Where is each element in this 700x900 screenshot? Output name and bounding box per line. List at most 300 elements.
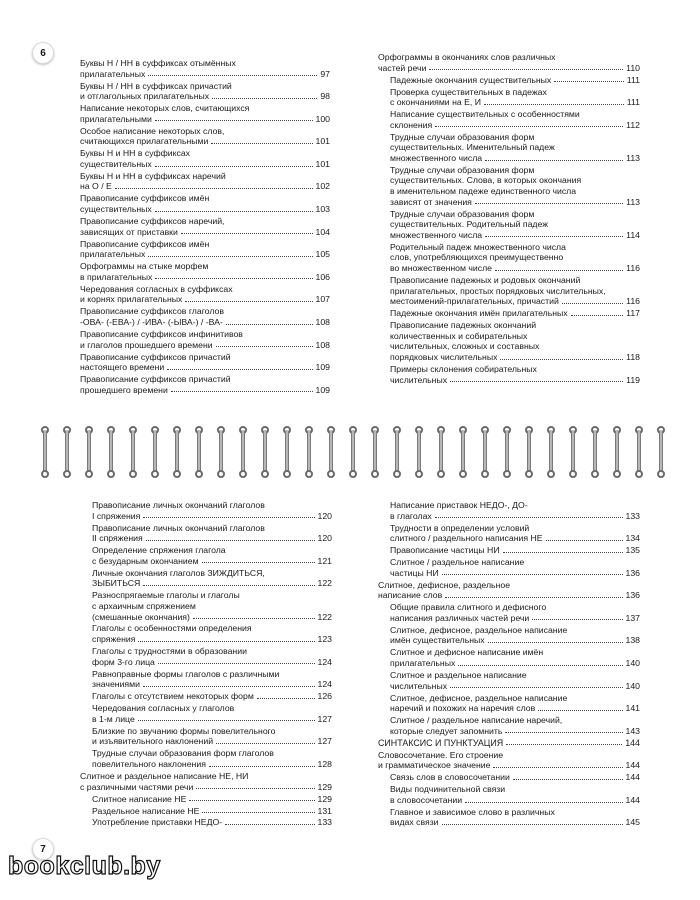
toc-entry (80, 239, 330, 260)
toc-entry (80, 126, 330, 147)
toc-entry (80, 261, 330, 282)
toc-entry-title: -ОВА- (-ЕВА-) / -ИВА- (-ЫВА-) / -ВА- (80, 316, 223, 327)
toc-entry (80, 103, 330, 124)
toc-entry (80, 806, 332, 817)
toc-entry-title: Глаголы с особенностями определения (92, 623, 252, 634)
toc-entry-title: Чередования согласных у глаголов (92, 703, 235, 714)
toc-entry-line (390, 817, 640, 828)
toc-entry-line (390, 352, 640, 363)
toc-entry (80, 523, 332, 544)
toc-entry-line (92, 578, 332, 589)
toc-entry-title: Правописание частицы НИ (390, 545, 500, 556)
toc-entry (80, 771, 332, 792)
toc-entry-title: считающихся прилагательными (80, 136, 209, 147)
toc-entry (378, 523, 640, 544)
toc-entry-title: прошедшего времени (80, 384, 168, 395)
toc-entry-title: количественных и собирательных (390, 330, 528, 341)
ring-wire (87, 430, 91, 474)
toc-entry (378, 807, 640, 828)
toc-entry-line (92, 511, 332, 522)
toc-entry (378, 52, 640, 73)
dot-leader (538, 710, 622, 711)
toc-entry (378, 715, 640, 736)
toc-page-number: 136 (625, 567, 640, 578)
toc-entry-title: Буквы Н и НН в суффиксах наречий (80, 170, 226, 181)
toc-entry-title: Буквы Н / НН в суффиксах причастий (80, 80, 232, 91)
toc-entry-title: Раздельное написание НЕ (92, 805, 200, 816)
toc-page-number: 145 (625, 817, 640, 828)
toc-page-number: 127 (317, 713, 332, 724)
toc-entry-line (92, 817, 332, 828)
toc-entry-line (80, 362, 330, 373)
dot-leader (513, 779, 623, 780)
toc-entry-title: Написание приставок НЕДО-, ДО- (390, 500, 528, 510)
toc-entry-line (390, 97, 640, 108)
toc-entry-line (378, 590, 640, 601)
toc-column-top-left (80, 58, 330, 397)
toc-entry (80, 58, 330, 79)
toc-entry (80, 703, 332, 724)
toc-entry-title: и глаголов прошедшего времени (80, 339, 213, 350)
binding-hole (305, 470, 313, 478)
dot-leader (155, 166, 313, 167)
spiral-ring (40, 426, 50, 478)
dot-leader (226, 324, 313, 325)
dot-leader (500, 359, 623, 360)
toc-column-top-right (378, 52, 640, 387)
toc-entry-line (80, 181, 330, 192)
toc-entry-line (92, 714, 332, 725)
spiral-ring (216, 426, 226, 478)
toc-entry (80, 216, 330, 237)
toc-page-number: 118 (626, 351, 640, 362)
toc-page-number: 119 (626, 374, 640, 385)
toc-entry-line (390, 703, 640, 714)
spiral-ring (326, 426, 336, 478)
toc-entry-line (92, 691, 332, 702)
toc-page-number: 112 (626, 119, 640, 130)
toc-entry-line (390, 613, 640, 624)
toc-entry-line (92, 634, 332, 645)
toc-entry-line (80, 385, 330, 396)
toc-page-number: 144 (625, 737, 640, 748)
dot-leader (185, 301, 312, 302)
toc-entry-title: Разноспрягаемые глаголы и глаголы (92, 590, 240, 601)
page-number-bottom: 7 (32, 838, 54, 860)
binding-hole (239, 470, 247, 478)
toc-entry (378, 545, 640, 556)
toc-entry-title: числительных (390, 680, 448, 691)
toc-page-number: 113 (626, 196, 640, 207)
toc-page-number: 126 (317, 691, 332, 702)
dot-leader (532, 619, 622, 620)
toc-entry-line (390, 726, 640, 737)
toc-entry-title: существительных. Именительный падеж (390, 142, 555, 153)
ring-wire (351, 430, 355, 474)
dot-leader (435, 517, 623, 518)
toc-page-number: 138 (625, 635, 640, 646)
toc-entry-title: Трудные случаи образования форм глаголов (92, 748, 274, 759)
toc-entry-title: Определение спряжения глагола (92, 545, 226, 556)
toc-entry-title: на О / Е (80, 181, 112, 192)
dot-leader (143, 686, 315, 687)
toc-entry-title: Правописание личных окончаний глаголов (92, 522, 265, 533)
toc-entry-line (92, 794, 332, 805)
ring-wire (483, 430, 487, 474)
dot-leader (155, 120, 313, 121)
toc-page-number: 144 (625, 772, 640, 783)
spiral-ring (568, 426, 578, 478)
dot-leader (171, 391, 313, 392)
toc-entry-line (80, 782, 332, 793)
toc-entry-title: ЗЫБИТЬСЯ (92, 578, 141, 589)
toc-entry-title: прилагательными (80, 113, 152, 124)
dot-leader (506, 744, 622, 745)
toc-page-number: 111 (626, 74, 640, 85)
toc-entry-title: местоимений-прилагательных, причастий (390, 296, 559, 307)
toc-entry-title: Трудные случаи образования форм (390, 131, 535, 142)
toc-entry-line (80, 249, 330, 260)
toc-entry-title: Правописание суффиксов причастий (80, 374, 231, 385)
dot-leader (202, 562, 315, 563)
dot-leader (503, 552, 623, 553)
ring-wire (329, 430, 333, 474)
toc-page-number: 120 (317, 510, 332, 521)
dot-leader (155, 211, 313, 212)
binding-hole (415, 470, 423, 478)
toc-entry-title: Правописание суффиксов глаголов (80, 306, 224, 317)
ring-wire (659, 430, 663, 474)
toc-entry-line (390, 681, 640, 692)
toc-entry-line (378, 63, 640, 74)
toc-entry-title: порядковых числительных (390, 351, 498, 362)
toc-page-number: 144 (625, 760, 640, 771)
toc-entry (378, 242, 640, 274)
toc-page-number: 137 (625, 612, 640, 623)
toc-entry-title: Глаголы с трудностями в образовании (92, 646, 247, 657)
toc-entry (80, 590, 332, 622)
toc-entry-line (80, 69, 330, 80)
toc-entry-title: Слитное и раздельное написание НЕ, НИ (80, 770, 249, 781)
toc-entry-title: Написание существительных с особенностями (390, 109, 580, 120)
spiral-ring (348, 426, 358, 478)
toc-entry-title: спряжения (92, 634, 136, 645)
binding-hole (371, 470, 379, 478)
toc-page-number: 128 (317, 758, 332, 769)
dot-leader (442, 574, 623, 575)
toc-entry-line (92, 806, 332, 817)
toc-entry-title: Чередования согласных в суффиксах (80, 283, 233, 294)
toc-page-number: 124 (317, 656, 332, 667)
dot-leader (216, 743, 314, 744)
toc-entry (378, 693, 640, 714)
toc-entry-line (390, 533, 640, 544)
toc-page-number: 120 (317, 533, 332, 544)
toc-page-number: 114 (626, 229, 640, 240)
toc-entry-line (390, 635, 640, 646)
toc-page-number: 135 (625, 545, 640, 556)
binding-hole (547, 470, 555, 478)
toc-entry-title: Слитное, дефисное, раздельное написание (390, 624, 568, 635)
toc-entry-title: Трудные случаи образования форм (390, 208, 535, 219)
toc-entry-line (390, 120, 640, 131)
toc-entry (80, 545, 332, 566)
toc-entry (378, 132, 640, 164)
toc-entry-title: Употребление приставки НЕДО- (92, 817, 223, 828)
dot-leader (155, 278, 312, 279)
ring-wire (263, 430, 267, 474)
spiral-ring (370, 426, 380, 478)
dot-leader (212, 98, 317, 99)
spiral-ring (502, 426, 512, 478)
binding-hole (151, 470, 159, 478)
spiral-ring (282, 426, 292, 478)
toc-entry-line (80, 159, 330, 170)
toc-page-number: 136 (625, 590, 640, 601)
toc-entry-title: Особое написание некоторых слов, (80, 125, 225, 136)
toc-entry-title: Родительный падеж множественного числа (390, 241, 566, 252)
spiral-ring (480, 426, 490, 478)
toc-entry-title: множественного числа (390, 229, 483, 240)
toc-column-bottom-right (378, 500, 640, 829)
ring-wire (593, 430, 597, 474)
toc-entry (80, 646, 332, 667)
spiral-ring (238, 426, 248, 478)
spiral-ring (84, 426, 94, 478)
toc-page-number: 141 (625, 703, 640, 714)
ring-wire (285, 430, 289, 474)
toc-page-number: 140 (625, 658, 640, 669)
toc-entry-title: слитного / раздельного написания НЕ (390, 533, 543, 544)
toc-entry-title: Личные окончания глаголов ЗИЖДИТЬСЯ, (92, 567, 265, 578)
toc-entry-title: Правописание суффиксов наречий, (80, 216, 225, 227)
toc-entry-line (80, 204, 330, 215)
toc-page-number: 111 (626, 97, 640, 108)
toc-page-number: 133 (317, 817, 332, 828)
toc-page-number: 105 (315, 249, 330, 260)
toc-page-number: 131 (317, 805, 332, 816)
toc-entry (378, 165, 640, 207)
dot-leader (138, 720, 315, 721)
spiral-ring (62, 426, 72, 478)
dot-leader (485, 160, 623, 161)
dot-leader (225, 824, 314, 825)
toc-entry-title: прилагательных (390, 658, 456, 669)
toc-entry-title: Близкие по звучанию формы повелительного (92, 725, 276, 736)
toc-entry-line (390, 263, 640, 274)
dot-leader (193, 618, 315, 619)
toc-entry-title: форм 3-го лица (92, 656, 155, 667)
toc-entry-title: Главное и зависимое слово в различных (390, 806, 555, 817)
toc-entry-line (390, 545, 640, 556)
binding-hole (481, 470, 489, 478)
toc-entry-line (378, 738, 640, 749)
ring-wire (175, 430, 179, 474)
toc-entry-line (92, 759, 332, 770)
dot-leader (493, 767, 622, 768)
toc-entry-title: Связь слов в словосочетании (390, 772, 510, 783)
toc-page-number: 101 (315, 136, 330, 147)
dot-leader (435, 126, 623, 127)
dot-leader (209, 766, 315, 767)
toc-entry-title: Орфограммы в окончаниях слов различных (378, 52, 556, 62)
toc-page-number: 108 (315, 339, 330, 350)
ring-wire (153, 430, 157, 474)
toc-entry (378, 275, 640, 307)
dot-leader (257, 698, 315, 699)
watermark-logo: bookclub.by (8, 852, 161, 880)
ring-wire (549, 430, 553, 474)
toc-entry (378, 320, 640, 362)
spiral-ring (106, 426, 116, 478)
toc-entry (80, 748, 332, 769)
dot-leader (445, 597, 622, 598)
ring-wire (527, 430, 531, 474)
binding-hole (591, 470, 599, 478)
toc-entry-title: с безударным окончанием (92, 555, 199, 566)
toc-page-number: 107 (315, 294, 330, 305)
binding-hole (107, 470, 115, 478)
toc-entry (80, 817, 332, 828)
toc-entry-title: существительных. Слова, в которых окончания (390, 175, 582, 186)
toc-entry-title: Правописание суффиксов имён (80, 238, 210, 249)
ring-wire (65, 430, 69, 474)
ring-wire (505, 430, 509, 474)
toc-entry (378, 209, 640, 241)
toc-entry-line (80, 136, 330, 147)
binding-hole (459, 470, 467, 478)
toc-entry-title: и изъявительного наклонений (92, 736, 214, 747)
toc-page-number: 116 (626, 296, 640, 307)
dot-leader (554, 81, 624, 82)
toc-entry-title: Трудности в определении условий (390, 522, 530, 533)
dot-leader (115, 188, 313, 189)
spiral-ring (546, 426, 556, 478)
toc-entry-title: существительных (80, 158, 152, 169)
toc-entry-title: Глаголы с отсутствием некоторых форм (92, 691, 254, 702)
toc-entry-title: прилагательных (80, 68, 146, 79)
toc-entry-title: написания различных частей речи (390, 612, 530, 623)
toc-entry-title: прилагательных (80, 249, 146, 260)
binding-hole (393, 470, 401, 478)
toc-entry-title: и корнях прилагательных (80, 294, 183, 305)
page-number-top: 6 (32, 42, 54, 64)
binding-hole (569, 470, 577, 478)
toc-entry-title: Правописание суффиксов инфинитивов (80, 328, 243, 339)
toc-entry-line (390, 153, 640, 164)
toc-entry-line (80, 294, 330, 305)
toc-page-number: 102 (315, 181, 330, 192)
spiral-ring (414, 426, 424, 478)
toc-entry-title: Словосочетание. Его строение (378, 749, 504, 760)
toc-entry (80, 669, 332, 690)
toc-entry-title: Проверка существительных в падежах (390, 86, 547, 97)
toc-entry (80, 352, 330, 373)
toc-entry-title: множественного числа (390, 152, 483, 163)
dot-leader (458, 665, 622, 666)
toc-entry-line (80, 317, 330, 328)
toc-entry-line (390, 75, 640, 86)
toc-entry (80, 374, 330, 395)
toc-page-number: 140 (625, 680, 640, 691)
toc-entry-line (92, 736, 332, 747)
spiral-ring (194, 426, 204, 478)
toc-entry-title: настоящего времени (80, 362, 165, 373)
binding-hole (261, 470, 269, 478)
dot-leader (429, 69, 623, 70)
toc-entry-title: СИНТАКСИС И ПУНКТУАЦИЯ (378, 737, 504, 748)
dot-leader (488, 642, 623, 643)
toc-entry (80, 284, 330, 305)
toc-entry-title: Орфограммы на стыке морфем (80, 261, 209, 272)
toc-entry-title: Слитное и раздельное написание (390, 670, 527, 681)
toc-entry (378, 308, 640, 319)
toc-page-number: 108 (315, 316, 330, 327)
toc-entry-line (390, 197, 640, 208)
toc-entry-title: в словосочетании (390, 794, 463, 805)
toc-entry-title: которые следует запомнить (390, 725, 503, 736)
toc-entry (80, 193, 330, 214)
toc-entry-title: в именительном падеже единственного числа (390, 186, 577, 197)
toc-page-number: 124 (317, 679, 332, 690)
toc-page-number: 106 (315, 271, 330, 282)
toc-entry-title: с архаичным спряжением (92, 600, 196, 611)
toc-entry-line (80, 272, 330, 283)
toc-entry-title: прилагательных, простых порядковых числительных, (390, 285, 606, 296)
toc-page-number: 127 (317, 736, 332, 747)
dot-leader (146, 540, 315, 541)
toc-entry-line (390, 308, 640, 319)
binding-hole (503, 470, 511, 478)
spiral-ring (634, 426, 644, 478)
toc-entry-title: Правописание личных окончаний глаголов (92, 500, 265, 510)
binding-hole (525, 470, 533, 478)
toc-entry-title: числительных (390, 374, 448, 385)
toc-page-number: 134 (625, 533, 640, 544)
toc-entry-title: Трудные случаи образования форм (390, 164, 535, 175)
toc-entry (80, 329, 330, 350)
dot-leader (189, 800, 314, 801)
toc-entry-title: в 1-м лице (92, 713, 135, 724)
binding-hole (437, 470, 445, 478)
toc-entry-title: Виды подчинительной связи (390, 784, 506, 795)
ring-wire (307, 430, 311, 474)
dot-leader (485, 236, 623, 237)
dot-leader (216, 346, 313, 347)
spiral-ring (304, 426, 314, 478)
dot-leader (143, 517, 314, 518)
dot-leader (148, 75, 317, 76)
toc-entry (378, 87, 640, 108)
toc-entry-title: Слитное, дефисное, раздельное написание (390, 692, 568, 703)
dot-leader (202, 812, 314, 813)
toc-page-number: 109 (315, 384, 330, 395)
toc-page-number: 104 (315, 226, 330, 237)
toc-section-heading (378, 738, 640, 749)
toc-entry (80, 306, 330, 327)
toc-entry (80, 623, 332, 644)
toc-entry-title: зависят от значения (390, 196, 472, 207)
toc-entry-title: Примеры склонения собирательных (390, 363, 537, 374)
ring-wire (197, 430, 201, 474)
toc-page-number: 109 (315, 362, 330, 373)
toc-entry-line (80, 340, 330, 351)
toc-page-number: 110 (626, 62, 640, 73)
toc-entry-line (390, 296, 640, 307)
dot-leader (465, 802, 622, 803)
toc-entry-title: повелительного наклонения (92, 758, 206, 769)
dot-leader (562, 303, 623, 304)
